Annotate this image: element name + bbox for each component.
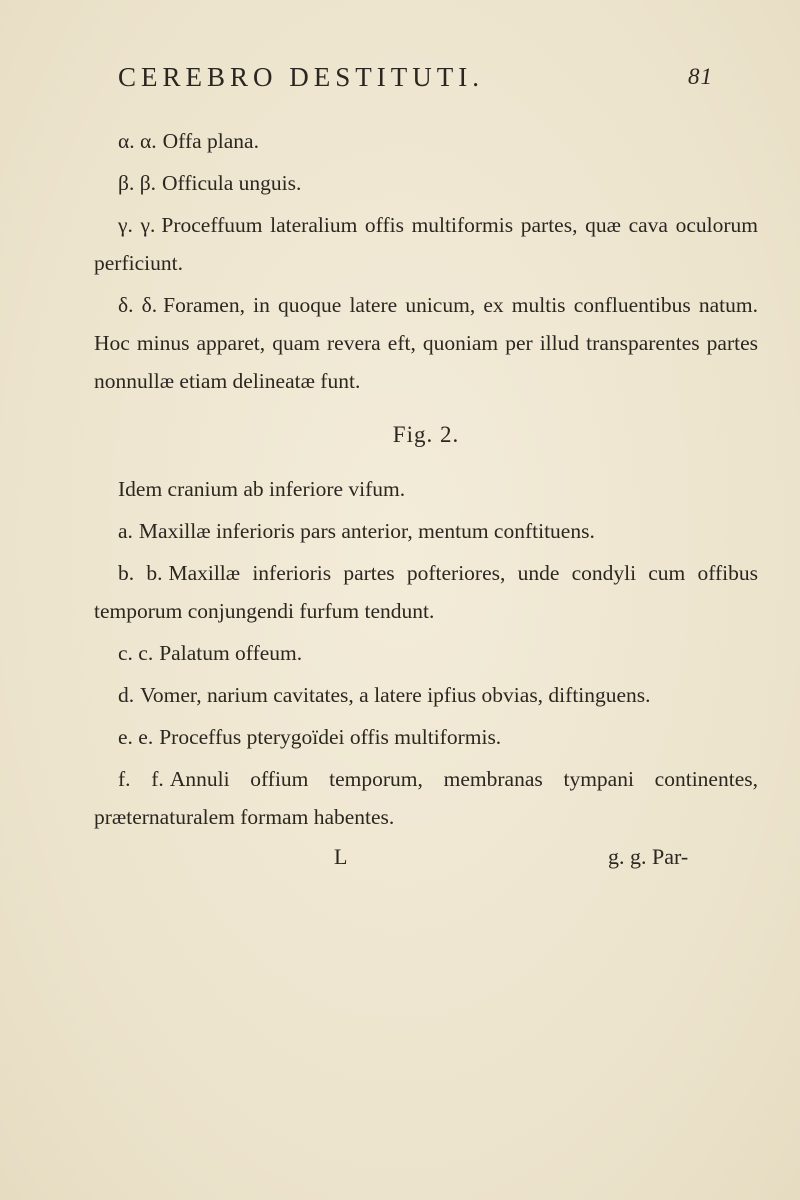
legend-entry-c	[94, 634, 758, 672]
entry-label: e. e.	[118, 725, 154, 749]
legend-entry-b	[94, 554, 758, 630]
entry-text: Offa plana.	[162, 129, 259, 153]
entry-text: Maxillæ inferioris partes pofteriores, unde condyli cum offibus temporum conjungendi furfum tendunt.	[94, 561, 758, 623]
entry-text: Palatum offeum.	[159, 641, 303, 665]
entry-label: α. α.	[118, 129, 157, 153]
figure-intro: Idem cranium ab inferiore vifum.	[118, 477, 406, 501]
entry-label: a.	[118, 519, 133, 543]
page-body	[94, 122, 758, 878]
legend-entry-a	[94, 512, 758, 550]
legend-entry-alpha	[94, 122, 758, 160]
catchword: g. g. Par-	[608, 844, 689, 869]
entry-text: Officula unguis.	[162, 171, 302, 195]
page-number: 81	[688, 64, 713, 89]
entry-label: β. β.	[118, 171, 157, 195]
entry-text: Maxillæ inferioris pars anterior, mentum conftituens.	[138, 519, 595, 543]
legend-entry-d	[94, 676, 758, 714]
entry-label: d.	[118, 683, 135, 707]
entry-text: Proceffus pterygoïdei offis multiformis.	[159, 725, 502, 749]
signature-mark: L	[334, 844, 348, 869]
entry-text: Vomer, narium cavitates, a latere ipfius obvias, diftinguens.	[140, 683, 651, 707]
running-header	[118, 62, 758, 102]
entry-label: b. b.	[118, 561, 163, 585]
legend-entry-gamma	[94, 206, 758, 282]
entry-label: f. f.	[118, 767, 164, 791]
entry-text: Foramen, in quoque latere unicum, ex multis confluentibus natum. Hoc minus apparet, quam revera eft, quoniam per illud transparentes partes nonnullæ etiam delineatæ funt.	[94, 293, 758, 393]
running-title: CEREBRO DESTITUTI.	[118, 62, 484, 92]
entry-text: Proceffuum lateralium offis multiformis partes, quæ cava oculorum perficiunt.	[94, 213, 758, 275]
figure-heading: Fig. 2.	[392, 422, 460, 447]
entry-label: γ. γ.	[118, 213, 156, 237]
entry-text: Annuli offium temporum, membranas tympani continentes, præternaturalem formam habentes.	[94, 767, 758, 829]
legend-entry-f	[94, 760, 758, 836]
legend-entry-beta	[94, 164, 758, 202]
entry-label: δ. δ.	[118, 293, 158, 317]
page-footer	[94, 838, 758, 878]
legend-entry-e	[94, 718, 758, 756]
legend-entry-delta	[94, 286, 758, 400]
entry-label: c. c.	[118, 641, 154, 665]
